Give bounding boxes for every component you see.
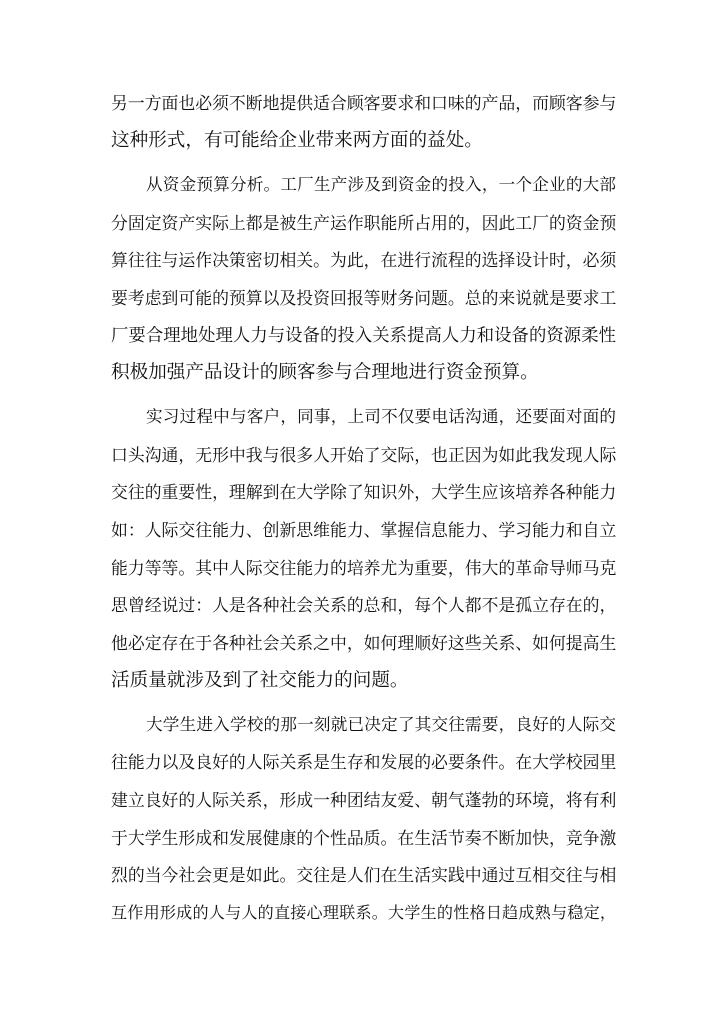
text-line: 能力等等。其中人际交往能力的培养尤为重要，伟大的革命导师马克 [111, 558, 617, 578]
text-line: 如：人际交往能力、创新思维能力、掌握信息能力、学习能力和自立 [111, 520, 617, 540]
text-line: 积极加强产品设计的顾客参与合理地进行资金预算。 [111, 362, 539, 383]
paragraph-first-line: 实习过程中与客户，同事，上司不仅要电话沟通，还要面对面的 [146, 407, 616, 426]
text-line: 厂要合理地处理人力与设备的投入关系提高人力和设备的资源柔性 [111, 326, 616, 346]
text-line: 要考虑到可能的预算以及投资回报等财务问题。总的来说就是要求工 [111, 288, 617, 308]
paragraph-first-line: 大学生进入学校的那一刻就已决定了其交往需要，良好的人际交 [146, 715, 616, 734]
text-line: 这种形式，有可能给企业带来两方面的益处。 [111, 130, 483, 151]
paragraph-first-line: 从资金预算分析。工厂生产涉及到资金的投入，一个企业的大部 [146, 175, 616, 194]
text-line: 烈的当今社会更是如此。交往是人们在生活实践中通过互相交往与相 [111, 865, 617, 885]
text-line: 往能力以及良好的人际关系是生存和发展的必要条件。在大学校园里 [111, 752, 617, 772]
text-line: 另一方面也必须不断地提供适合顾客要求和口味的产品，而顾客参与 [111, 93, 617, 113]
text-line: 他必定存在于各种社会关系之中，如何理顺好这些关系、如何提高生 [111, 633, 617, 653]
text-line: 建立良好的人际关系，形成一种团结友爱、朝气蓬勃的环境，将有利 [111, 790, 617, 810]
text-line: 算往往与运作决策密切相关。为此，在进行流程的选择设计时，必须 [111, 250, 617, 270]
text-line: 交往的重要性，理解到在大学除了知识外，大学生应该培养各种能力 [111, 482, 617, 502]
text-line: 互作用形成的人与人的直接心理联系。大学生的性格日趋成熟与稳定， [111, 903, 616, 922]
text-line: 思曾经说过：人是各种社会关系的总和，每个人都不是孤立存在的， [111, 595, 617, 615]
text-line: 分固定资产实际上都是被生产运作职能所占用的，因此工厂的资金预 [111, 213, 617, 233]
text-line: 口头沟通，无形中我与很多人开始了交际，也正因为如此我发现人际 [111, 445, 617, 465]
text-line: 于大学生形成和发展健康的个性品质。在生活节奏不断加快，竞争激 [111, 828, 617, 848]
text-line: 活质量就涉及到了社交能力的问题。 [111, 670, 409, 691]
